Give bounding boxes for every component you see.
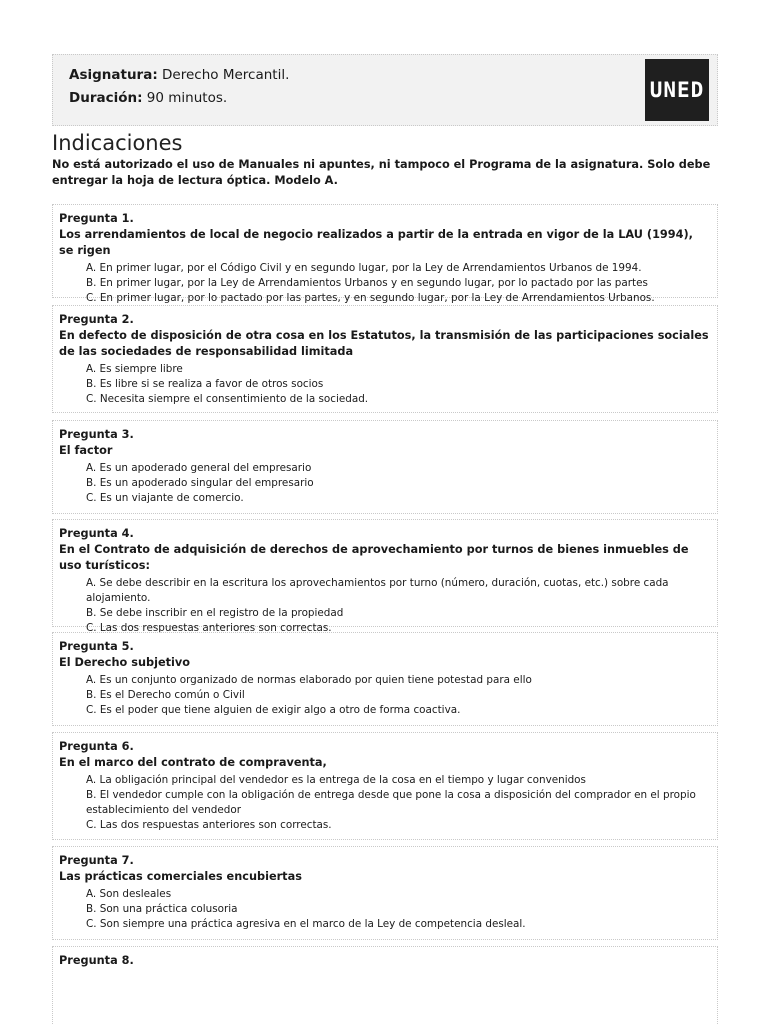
option-b: B. Es el Derecho común o Civil [86, 689, 245, 701]
option-b: B. Es libre si se realiza a favor de otros socios [86, 378, 324, 390]
subject-row [69, 66, 289, 84]
options-list [59, 362, 711, 407]
subject-value: Derecho Mercantil. [162, 67, 290, 83]
exam-header [52, 54, 718, 126]
question-text: Las prácticas comerciales encubiertas [59, 870, 302, 883]
option-c: C. Las dos respuestas anteriores son correctas. [86, 819, 332, 831]
option-a: A. Es siempre libre [86, 363, 183, 375]
option-a: A. En primer lugar, por el Código Civil y en segundo lugar, por la Ley de Arrendamientos Urbanos de 1994. [86, 262, 642, 274]
options-list [59, 461, 711, 506]
question-number: Pregunta 7. [59, 854, 134, 867]
question-number: Pregunta 2. [59, 313, 134, 326]
question-number: Pregunta 6. [59, 740, 134, 753]
subject-label: Asignatura: [69, 67, 158, 83]
option-c: C. Las dos respuestas anteriores son correctas. [86, 622, 332, 634]
option-c: C. Es el poder que tiene alguien de exigir algo a otro de forma coactiva. [86, 704, 461, 716]
question-text: En el Contrato de adquisición de derechos de aprovechamiento por turnos de bienes inmuebles de uso turísticos: [59, 543, 689, 572]
question-block [52, 519, 718, 634]
option-b: B. Son una práctica colusoria [86, 903, 238, 915]
options-list [59, 887, 711, 932]
option-c: C. Necesita siempre el consentimiento de la sociedad. [86, 393, 369, 405]
question-block [52, 204, 718, 304]
question-block [52, 420, 718, 514]
option-a: A. La obligación principal del vendedor es la entrega de la cosa en el tiempo y lugar convenidos [86, 774, 586, 786]
question-number: Pregunta 1. [59, 212, 134, 225]
question-block [52, 946, 718, 1024]
question-block [52, 732, 718, 840]
duration-label: Duración: [69, 90, 143, 106]
options-list [59, 576, 711, 636]
options-list [59, 673, 711, 718]
question-text: El factor [59, 444, 113, 457]
option-b: B. Se debe inscribir en el registro de la propiedad [86, 607, 344, 619]
duration-value: 90 minutos. [146, 90, 228, 106]
question-block [52, 632, 718, 726]
option-c: C. Es un viajante de comercio. [86, 492, 244, 504]
question-text: El Derecho subjetivo [59, 656, 191, 669]
question-number: Pregunta 3. [59, 428, 134, 441]
options-list [59, 261, 711, 306]
option-b: B. En primer lugar, por la Ley de Arrendamientos Urbanos y en segundo lugar, por lo pactado por las partes [86, 277, 648, 289]
option-a: A. Es un apoderado general del empresario [86, 462, 312, 474]
question-number: Pregunta 8. [59, 954, 134, 967]
question-block [52, 305, 718, 413]
question-number: Pregunta 4. [59, 527, 134, 540]
option-a: A. Son desleales [86, 888, 172, 900]
question-text: Los arrendamientos de local de negocio realizados a partir de la entrada en vigor de la LAU (1994), se rigen [59, 228, 693, 257]
question-text: En defecto de disposición de otra cosa en los Estatutos, la transmisión de las participaciones sociales de las sociedades de responsabilidad limitada [59, 329, 709, 358]
uned-logo: UNED [645, 59, 709, 121]
option-b: B. Es un apoderado singular del empresario [86, 477, 314, 489]
section-title: Indicaciones [52, 131, 183, 155]
option-c: C. En primer lugar, por lo pactado por las partes, y en segundo lugar, por la Ley de Arrendamientos Urbanos. [86, 292, 655, 304]
question-block [52, 846, 718, 940]
option-b: B. El vendedor cumple con la obligación de entrega desde que pone la cosa a disposición del comprador en el propio establecimiento del vendedor [86, 789, 696, 816]
option-c: C. Son siempre una práctica agresiva en el marco de la Ley de competencia desleal. [86, 918, 526, 930]
question-text: En el marco del contrato de compraventa, [59, 756, 327, 769]
options-list [59, 773, 711, 833]
instructions-text: No está autorizado el uso de Manuales ni apuntes, ni tampoco el Programa de la asignatura. Solo debe entregar la hoja de lectura óptica. Modelo A. [52, 158, 711, 187]
question-number: Pregunta 5. [59, 640, 134, 653]
option-a: A. Se debe describir en la escritura los aprovechamientos por turno (número, duración, cuotas, etc.) sobre cada alojamiento. [86, 577, 669, 604]
option-a: A. Es un conjunto organizado de normas elaborado por quien tiene potestad para ello [86, 674, 532, 686]
duration-row [69, 89, 227, 107]
